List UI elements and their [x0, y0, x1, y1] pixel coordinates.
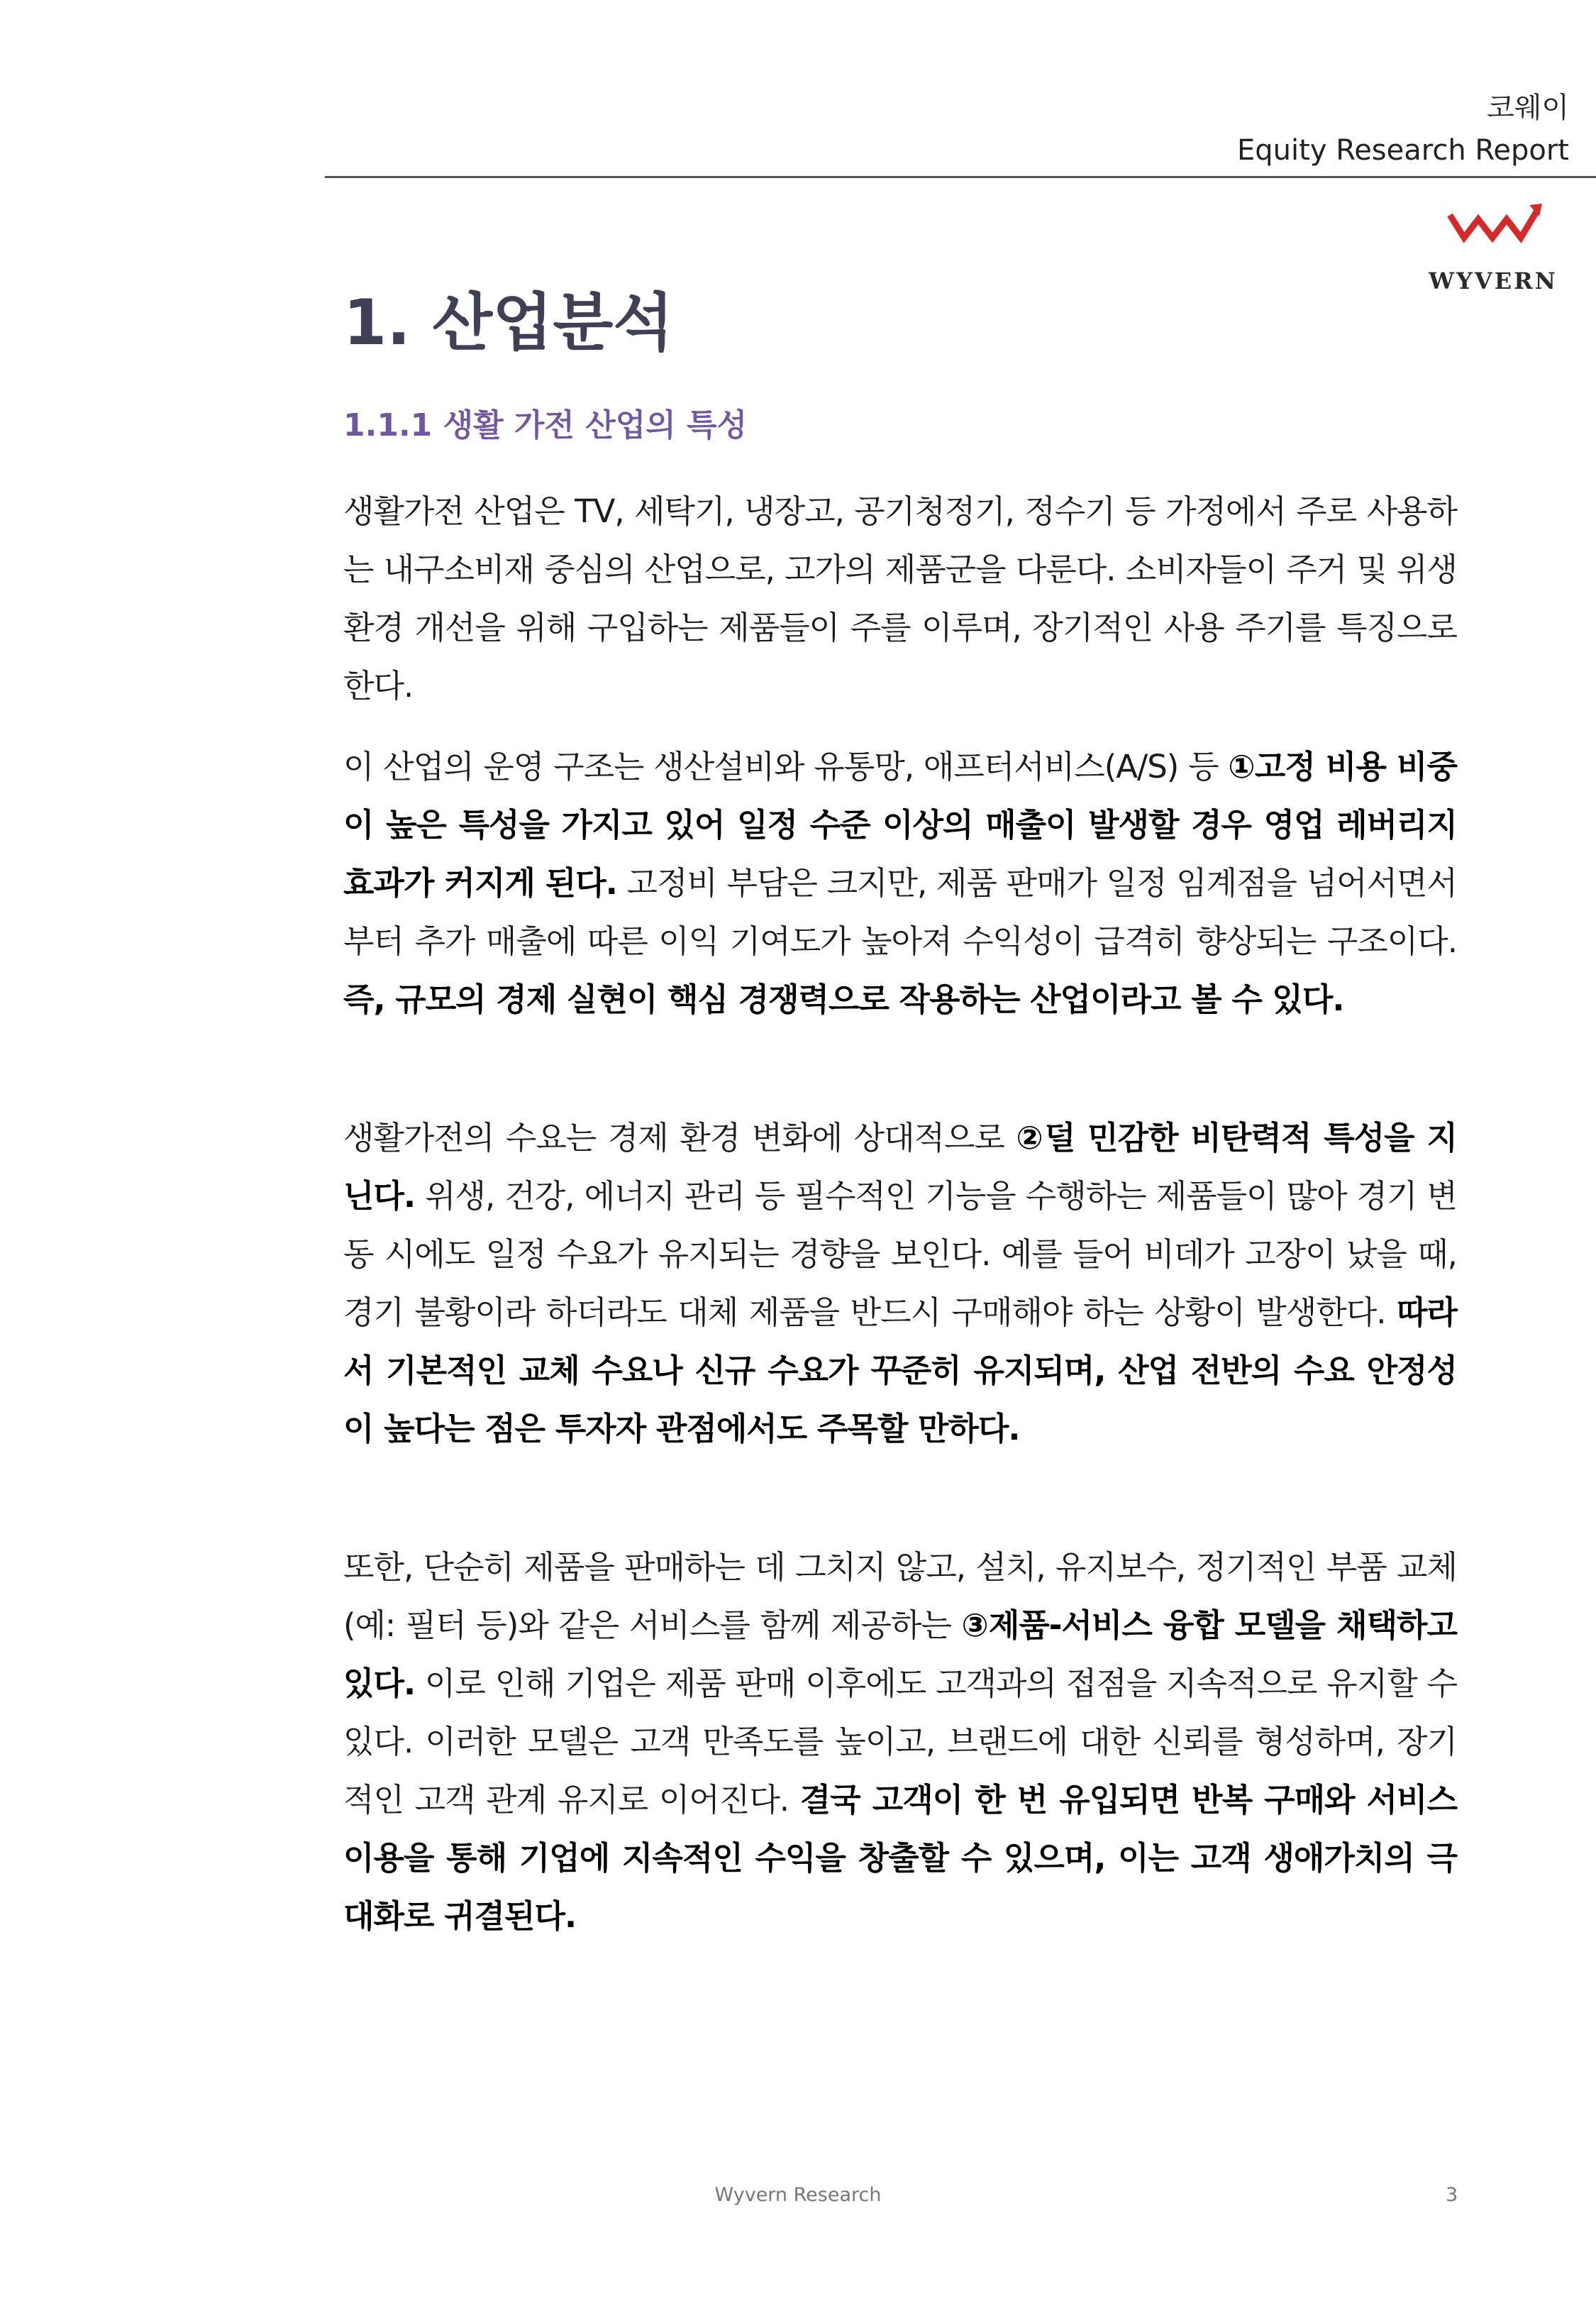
header-divider	[325, 176, 1596, 178]
section-subtitle: 1.1.1 생활 가전 산업의 특성	[343, 407, 748, 443]
header-company: 코웨이	[1487, 92, 1569, 124]
paragraph-4	[343, 1538, 1457, 1946]
page-header	[1237, 87, 1569, 172]
emphasis-text: 결국 고객이 한 번 유입되면 반복 구매와 서비스 이용을 통해 기업에 지속적인 수익을 창출할 수 있으며, 이는 고객 생애가치의 극대화로 귀결된다.	[343, 1781, 1458, 1935]
emphasis-text: ①고정 비용 비중이 높은 특성을 가지고 있어 일정 수준 이상의 매출이 발생할 경우 영업 레버리지 효과가 커지게 된다.	[343, 748, 1457, 902]
wyvern-mark-icon	[1446, 202, 1545, 259]
emphasis-text: 즉, 규모의 경제 실현이 핵심 경쟁력으로 작용하는 산업이라고 볼 수 있다.	[343, 981, 1344, 1018]
section-title: 1. 산업분석	[343, 286, 674, 359]
paragraph-3	[343, 1109, 1457, 1458]
body-text-run: 생활가전의 수요는 경제 환경 변화에 상대적으로	[343, 1119, 1016, 1157]
wyvern-logo	[1419, 202, 1568, 302]
body-text-run: 이로 인해 기업은 제품 판매 이후에도 고객과의 접점을 지속적으로 유지할 수 있다. 이러한 모델은 고객 만족도를 높이고, 브랜드에 대한 신뢰를 형성하며, 장기적인 고객 관계 유지로 이어진다.	[343, 1665, 1457, 1819]
footer-page-number: 3	[1446, 2184, 1458, 2206]
body-text-run: 고정비 부담은 크지만, 제품 판매가 일정 임계점을 넘어서면서부터 추가 매출에 따른 이익 기여도가 높아져 수익성이 급격히 향상되는 구조이다.	[343, 864, 1457, 960]
body-text-run: 위생, 건강, 에너지 관리 등 필수적인 기능을 수행하는 제품들이 많아 경기 변동 시에도 일정 수요가 유지되는 경향을 보인다. 예를 들어 비데가 고장이 났을 때, 경기 불황이라 하더라도 대체 제품을 반드시 구매해야 하는 상황이 발생한다.	[343, 1177, 1457, 1331]
body-text-run: 생활가전 산업은 TV, 세탁기, 냉장고, 공기청정기, 정수기 등 가정에서 주로 사용하는 내구소비재 중심의 산업으로, 고가의 제품군을 다룬다. 소비자들이 주거 및 위생 환경 개선을 위해 구입하는 제품들이 주를 이루며, 장기적인 사용 주기를 특징으로 한다.	[343, 492, 1457, 705]
header-report-type: Equity Research Report	[1237, 134, 1569, 167]
emphasis-text: ②덜 민감한 비탄력적 특성을 지닌다.	[343, 1119, 1457, 1215]
body-text-run: 이 산업의 운영 구조는 생산설비와 유통망, 애프터서비스(A/S) 등	[343, 748, 1229, 785]
paragraph-1	[343, 482, 1457, 715]
paragraph-2	[343, 738, 1457, 1029]
body-text-run: 또한, 단순히 제품을 판매하는 데 그치지 않고, 설치, 유지보수, 정기적인 부품 교체(예: 필터 등)와 같은 서비스를 함께 제공하는	[343, 1548, 1457, 1644]
logo-text: WYVERN	[1429, 267, 1558, 294]
emphasis-text: ③제품-서비스 융합 모델을 채택하고 있다.	[343, 1606, 1457, 1702]
emphasis-text: 따라서 기본적인 교체 수요나 신규 수요가 꾸준히 유지되며, 산업 전반의 수요 안정성이 높다는 점은 투자자 관점에서도 주목할 만하다.	[343, 1293, 1458, 1447]
footer-source: Wyvern Research	[714, 2184, 882, 2206]
